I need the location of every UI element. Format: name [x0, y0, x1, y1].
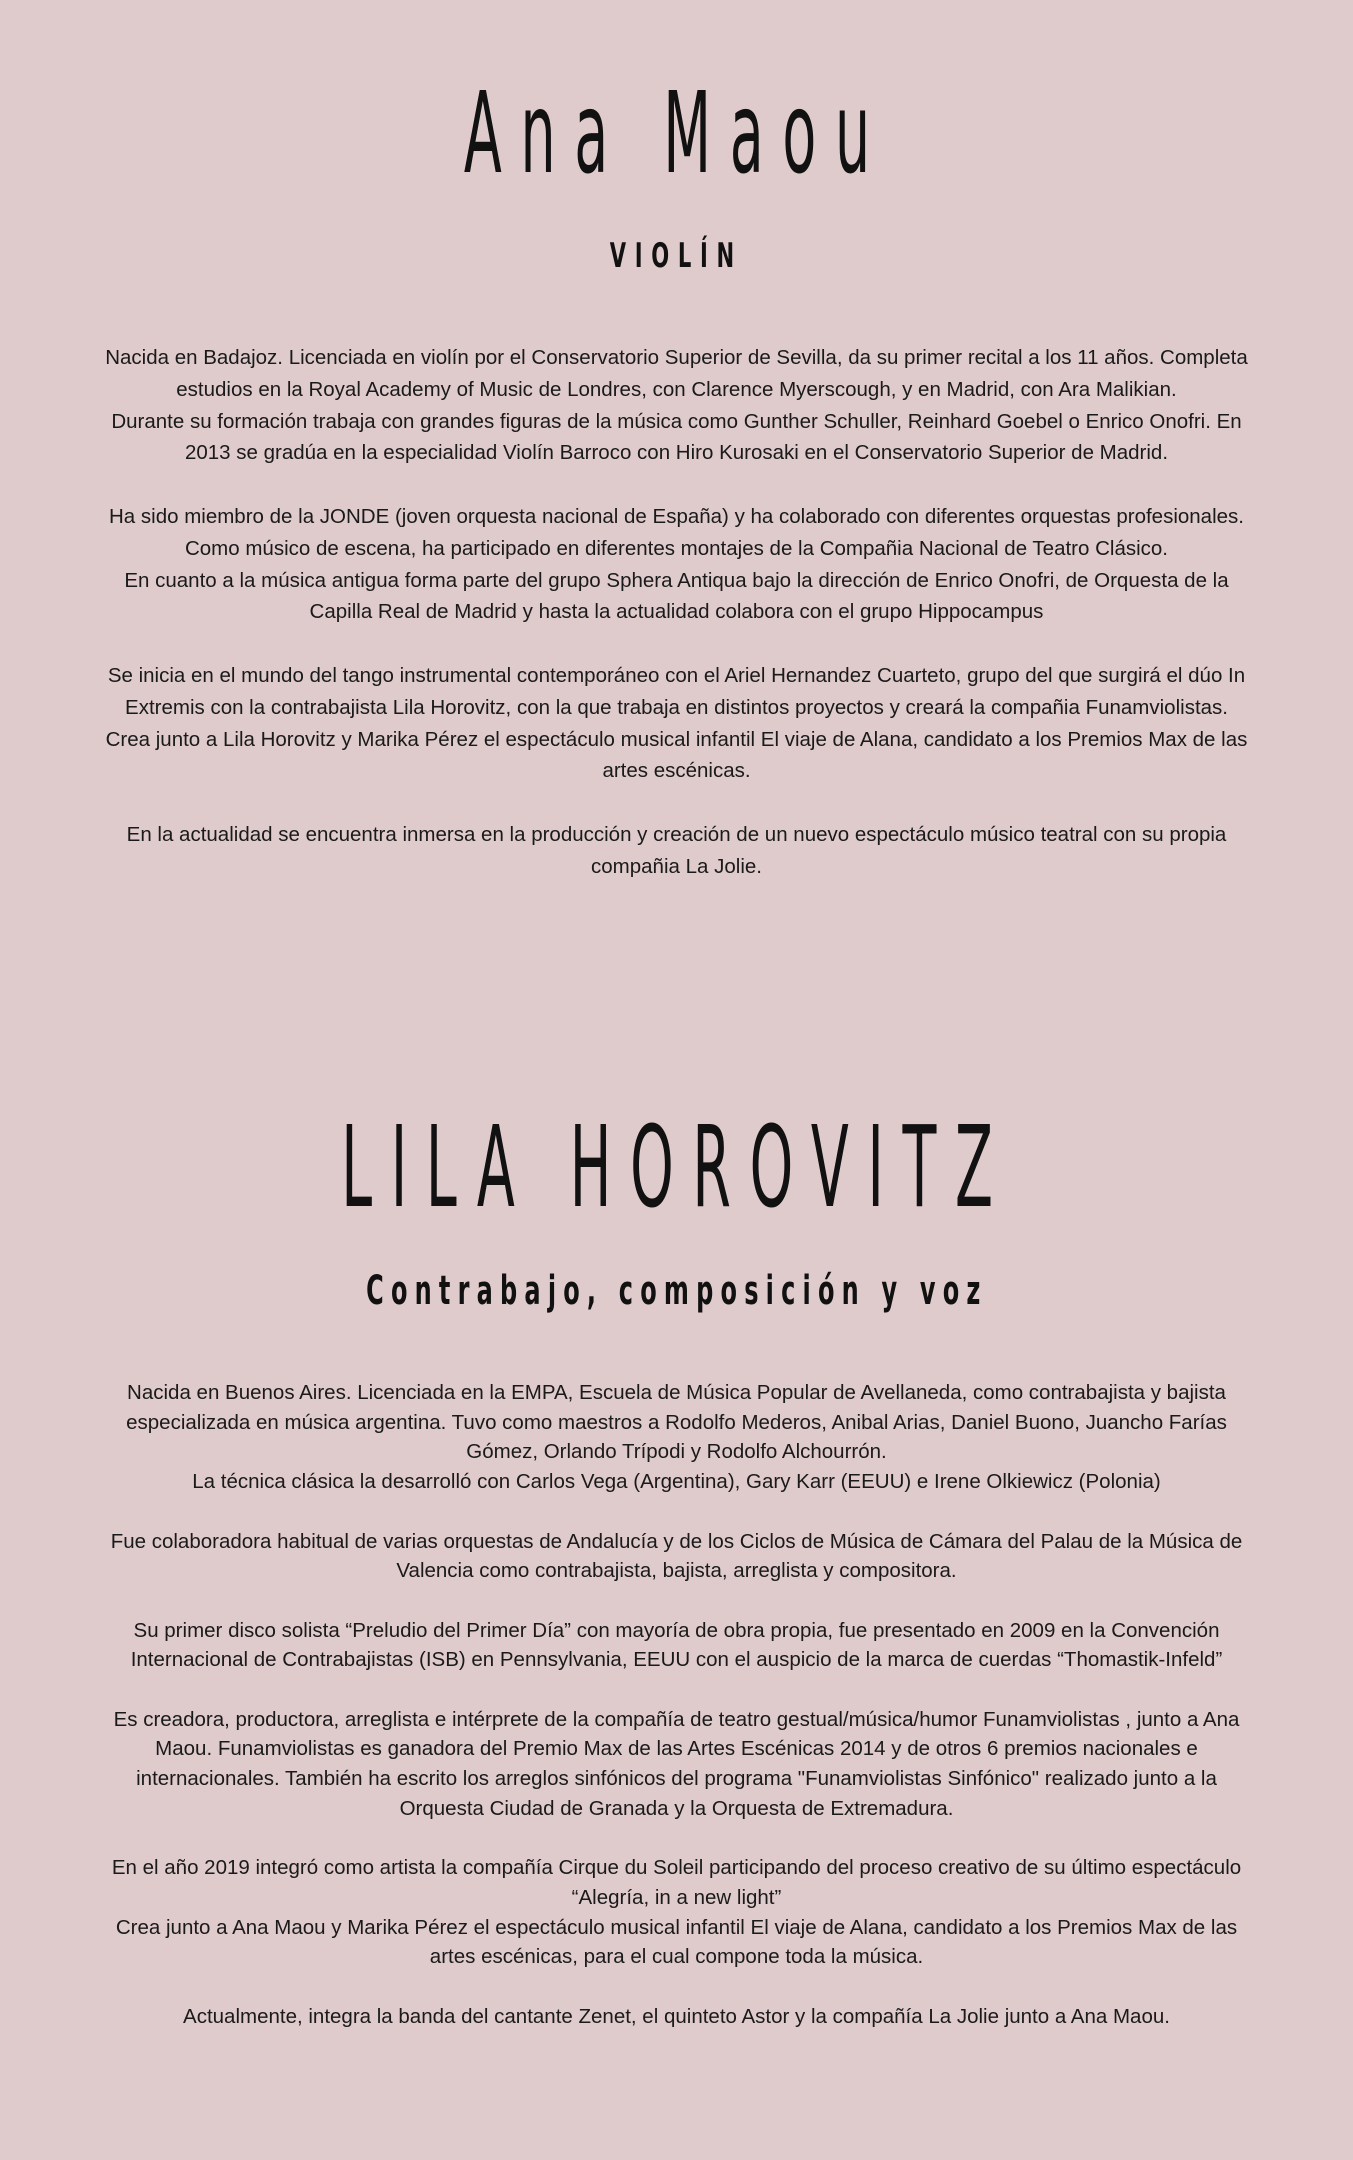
paragraph-gap: [105, 628, 1248, 660]
paragraph-gap: [105, 787, 1248, 819]
artist1-name: Ana Maou: [464, 69, 889, 199]
paragraph-gap: [105, 469, 1248, 501]
bio-paragraph: Es creadora, productora, arreglista e intérprete de la compañía de teatro gestual/música/humor Funamviolistas , junto a Ana Maou. Funamviolistas es ganadora del Premio Max de las Artes Escénicas 2014 y de otros 6 premios nacionales e internacionales. También ha escrito los arreglos sinfónicos del programa "Funamviolistas Sinfónico" realizado junto a la Orquesta Ciudad de Granada y la Orquesta de Extremadura.: [113, 1707, 1240, 1820]
artist1-role: VIOLÍN: [609, 236, 744, 276]
artist2-role-wrap: [0, 1268, 1353, 1314]
bio-paragraph: Se inicia en el mundo del tango instrumental contemporáneo con el Ariel Hernandez Cuarteto, grupo del que surgirá el dúo In Extremis con la contrabajista Lila Horovitz, con la que trabaja en distintos proyectos y creará la compañia Funamviolistas.: [107, 663, 1246, 719]
artist2-role: Contrabajo, composición y voz: [365, 1268, 988, 1314]
artist2-header: [0, 1103, 1353, 1233]
bio-paragraph: Nacida en Buenos Aires. Licenciada en la EMPA, Escuela de Música Popular de Avellaneda, como contrabajista y bajista especializada en música argentina. Tuvo como maestros a Rodolfo Mederos, Anibal Arias, Daniel Buono, Juancho Farías Gómez, Orlando Trípodi y Rodolfo Alchourrón.: [126, 1381, 1227, 1464]
bio-paragraph: La técnica clásica la desarrolló con Carlos Vega (Argentina), Gary Karr (EEUU) e Irene Olkiewicz (Polonia): [192, 1470, 1161, 1494]
artist1-role-wrap: [0, 236, 1353, 276]
bio-paragraph: Nacida en Badajoz. Licenciada en violín por el Conservatorio Superior de Sevilla, da su primer recital a los 11 años. Completa estudios en la Royal Academy of Music de Londres, con Clarence Myerscough, y en Madrid, con Ara Malikian.: [105, 346, 1248, 401]
paragraph-gap: [105, 1675, 1248, 1705]
artist1-header: [0, 69, 1353, 199]
bio-paragraph: Su primer disco solista “Preludio del Primer Día” con mayoría de obra propia, fue presentado en 2009 en la Convención Internacional de Contrabajistas (ISB) en Pennsylvania, EEUU con el auspicio de la marca de cuerdas “Thomastik-Infeld”: [130, 1618, 1223, 1672]
bio-paragraph: Crea junto a Ana Maou y Marika Pérez el espectáculo musical infantil El viaje de Alana, candidato a los Premios Max de las artes escénicas, para el cual compone toda la música.: [115, 1915, 1238, 1969]
paragraph-gap: [105, 1497, 1248, 1527]
bio-paragraph: En cuanto a la música antigua forma parte del grupo Sphera Antiqua bajo la dirección de Enrico Onofri, de Orquesta de la Capilla Real de Madrid y hasta la actualidad colabora con el grupo Hippocampus: [124, 568, 1229, 624]
bio-paragraph: En el año 2019 integró como artista la compañía Cirque du Soleil participando del proceso creativo de su último espectáculo “Alegría, in a new light”: [111, 1856, 1242, 1909]
bio-paragraph: Ha sido miembro de la JONDE (joven orquesta nacional de España) y ha colaborado con diferentes orquestas profesionales. Como músico de escena, ha participado en diferentes montajes de la Compañia Nacional de Teatro Clásico.: [109, 504, 1244, 560]
artist2-name: LILA HOROVITZ: [341, 1103, 1012, 1233]
paragraph-gap: [105, 1586, 1248, 1616]
artist2-bio: [105, 1378, 1248, 2031]
bio-paragraph: Fue colaboradora habitual de varias orquestas de Andalucía y de los Ciclos de Música de Cámara del Palau de la Música de Valencia como contrabajista, bajista, arreglista y compositora.: [110, 1529, 1243, 1583]
bio-paragraph: En la actualidad se encuentra inmersa en la producción y creación de un nuevo espectáculo músico teatral con su propia compañia La Jolie.: [126, 822, 1227, 878]
paragraph-gap: [105, 1824, 1248, 1854]
paragraph-gap: [105, 1972, 1248, 2002]
bio-paragraph: Crea junto a Lila Horovitz y Marika Pérez el espectáculo musical infantil El viaje de Alana, candidato a los Premios Max de las artes escénicas.: [105, 727, 1248, 783]
bio-paragraph: Actualmente, integra la banda del cantante Zenet, el quinteto Astor y la compañía La Jolie junto a Ana Maou.: [183, 2004, 1170, 2028]
bio-paragraph: Durante su formación trabaja con grandes figuras de la música como Gunther Schuller, Reinhard Goebel o Enrico Onofri. En 2013 se gradúa en la especialidad Violín Barroco con Hiro Kurosaki en el Conservatorio Superior de Madrid.: [111, 409, 1242, 465]
artist1-bio: [105, 342, 1248, 883]
